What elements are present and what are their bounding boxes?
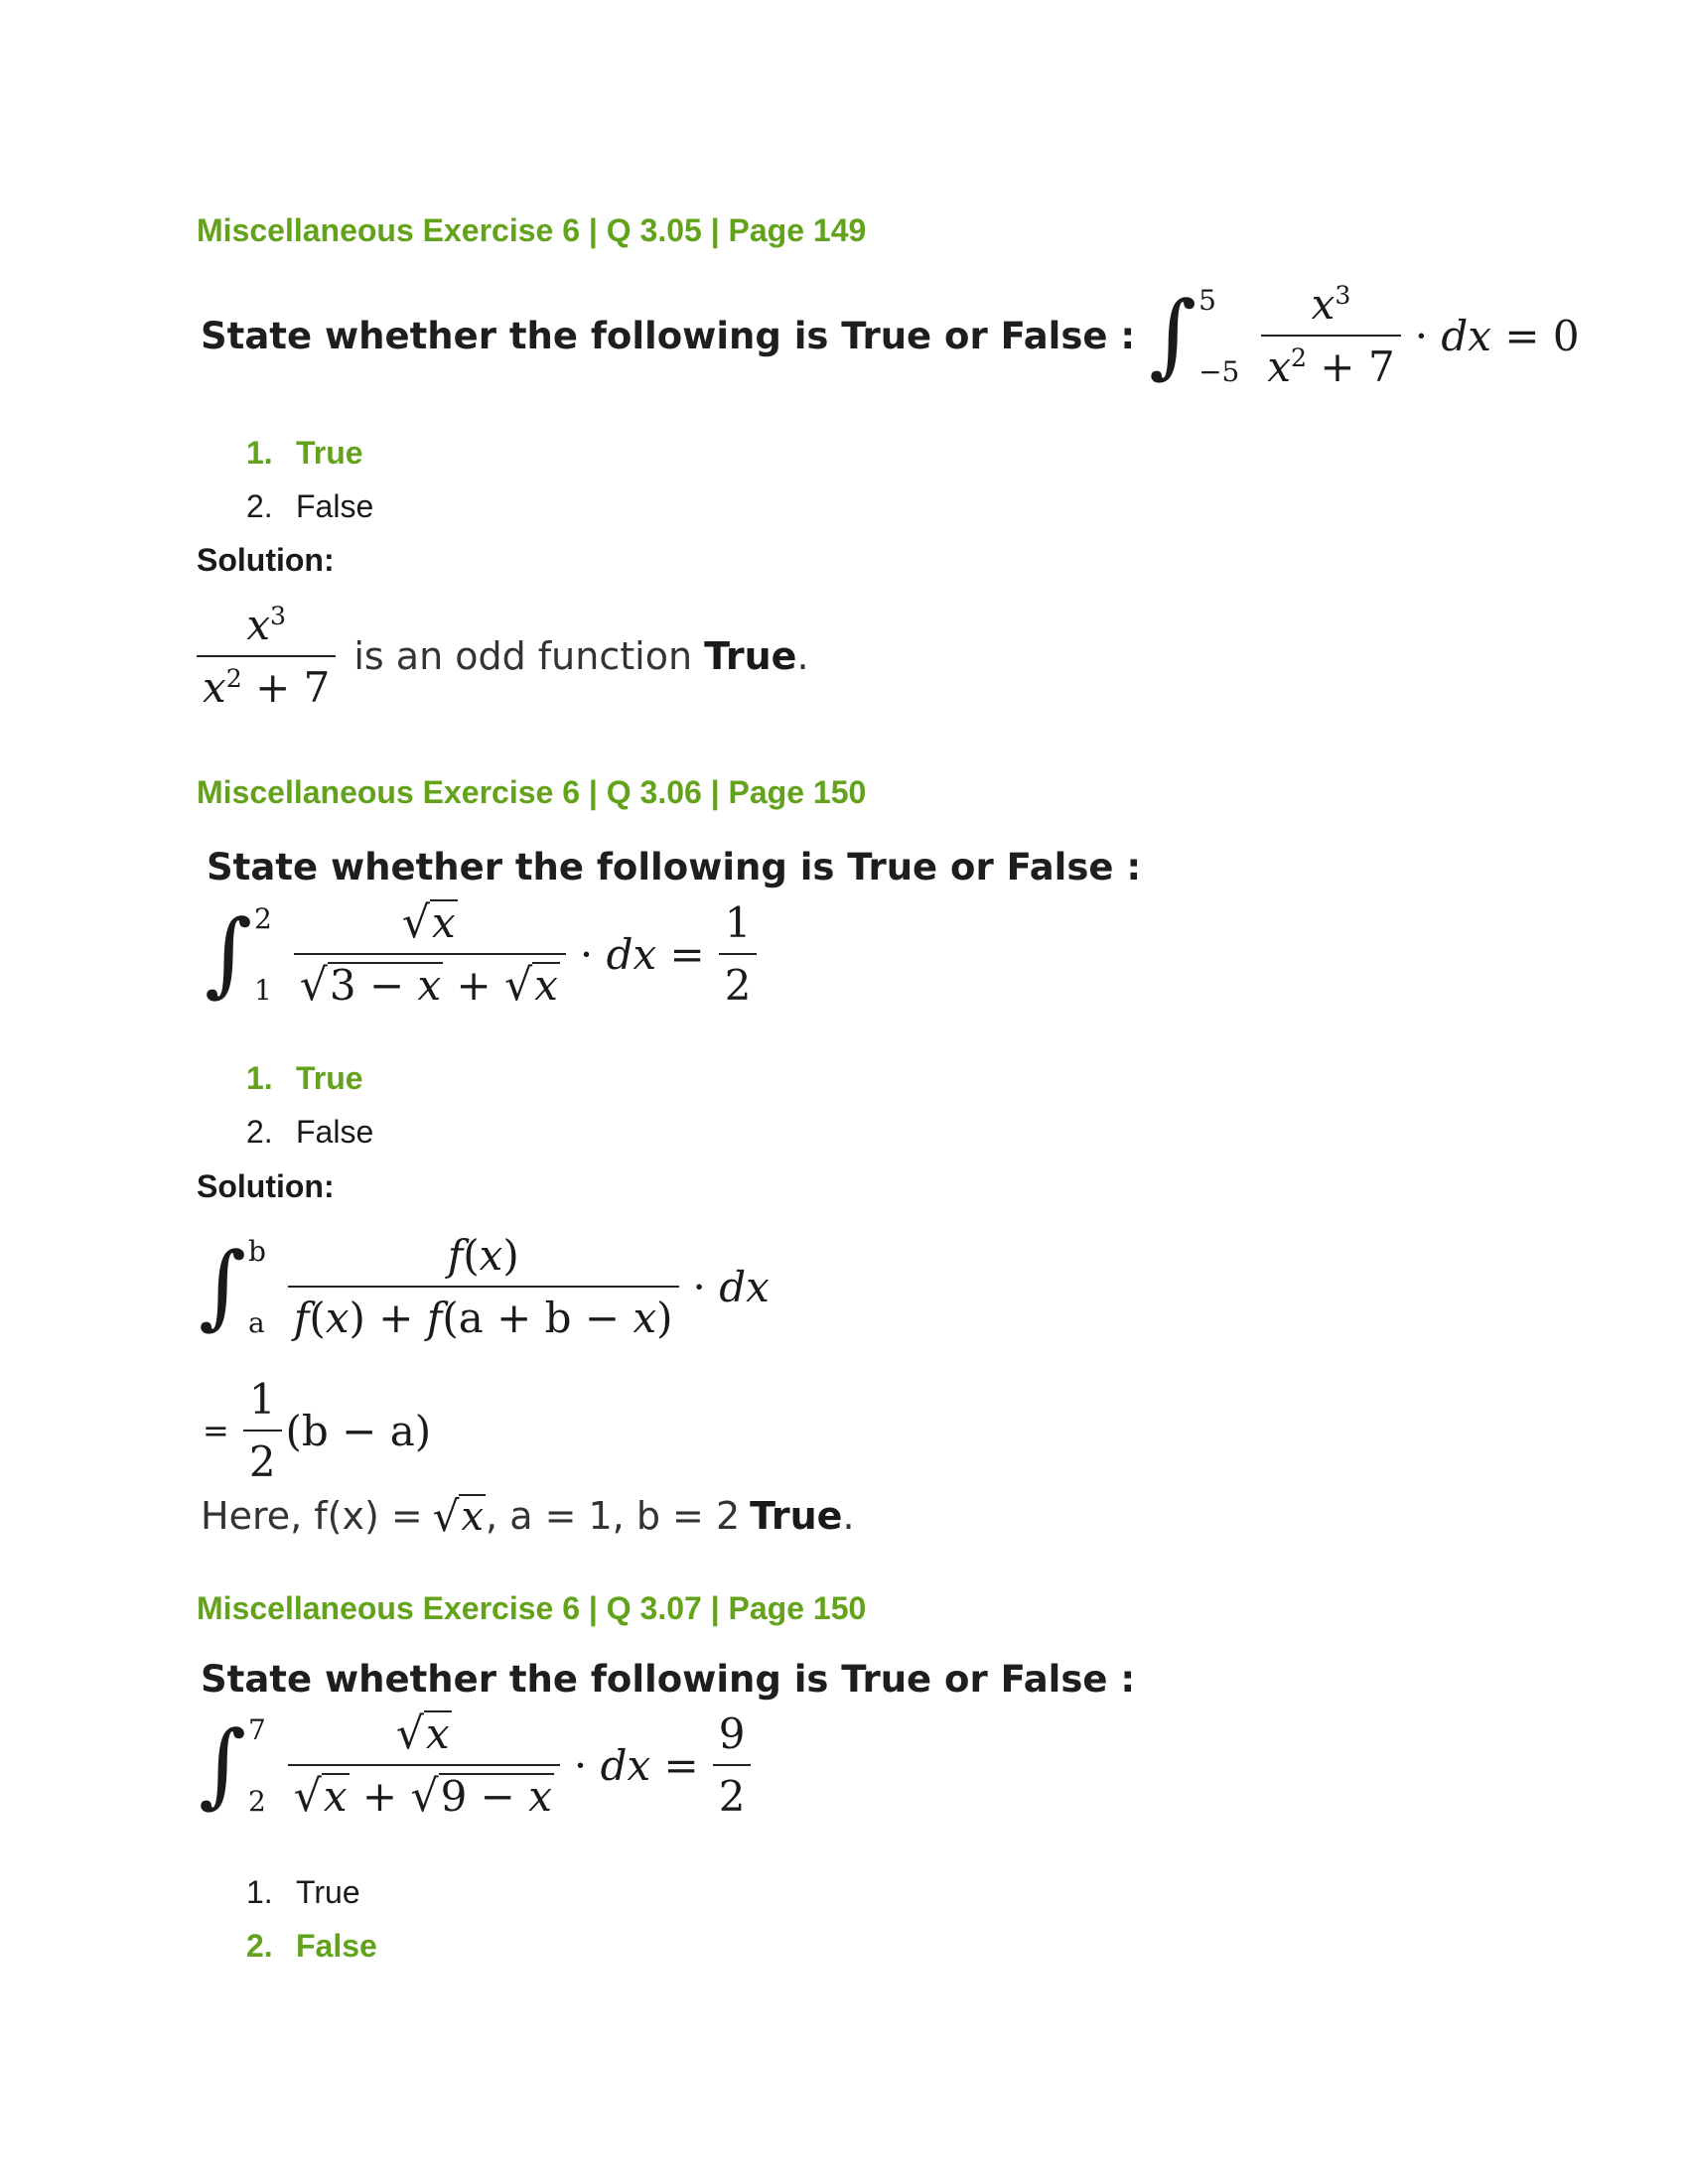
solution-label-1: Solution:: [197, 542, 335, 578]
integral-expression-3: ∫ 7 2 √ x √ x + √ 9 − x · dx = $\frac{9}{2}$: [199, 1709, 751, 1821]
option-2-false: 2. False: [246, 1928, 377, 1964]
option-1-true: 1. True: [246, 435, 363, 471]
question-header-2: Miscellaneous Exercise 6 | Q 3.06 | Page 150: [197, 774, 867, 810]
option-2-false: 2. False: [246, 1114, 374, 1150]
solution-integral-2: ∫ b a $\frac{f(x)}{f(x) + f(a + b - x)}$ · dx: [199, 1231, 770, 1342]
option-1-true: 1. True: [246, 1060, 363, 1096]
question-header-3: Miscellaneous Exercise 6 | Q 3.07 | Page 150: [197, 1590, 867, 1626]
option-2-false: 2. False: [246, 488, 374, 524]
question-statement-3: State whether the following is True or False :: [201, 1658, 1136, 1701]
integral-expression: ∫ 5 −5 $\frac{x^3}{x^2 + 7}$ · dx = 0: [1149, 280, 1580, 391]
integral-expression-2: ∫ 2 1 √ x √ 3 − x + √ x · dx = $\frac{1}{2}$: [205, 898, 757, 1010]
solution-equals-2: = $\frac{1}{2}$ (b − a): [203, 1375, 432, 1486]
question-statement-1: [201, 280, 1580, 391]
solution-body-1: $\frac{x^3}{x^2 + 7}$ is an odd function True.: [197, 601, 809, 712]
solution-label-2: Solution:: [197, 1168, 335, 1204]
question-statement-2: State whether the following is True or False :: [207, 846, 1142, 888]
statement-text: State whether the following is True or False :: [201, 314, 1136, 357]
question-header-1: Miscellaneous Exercise 6 | Q 3.05 | Page 149: [197, 212, 867, 248]
solution-conclusion-2: Here, f(x) = √ x , a = 1, b = 2 True .: [201, 1492, 855, 1541]
option-1-true: 1. True: [246, 1874, 360, 1910]
